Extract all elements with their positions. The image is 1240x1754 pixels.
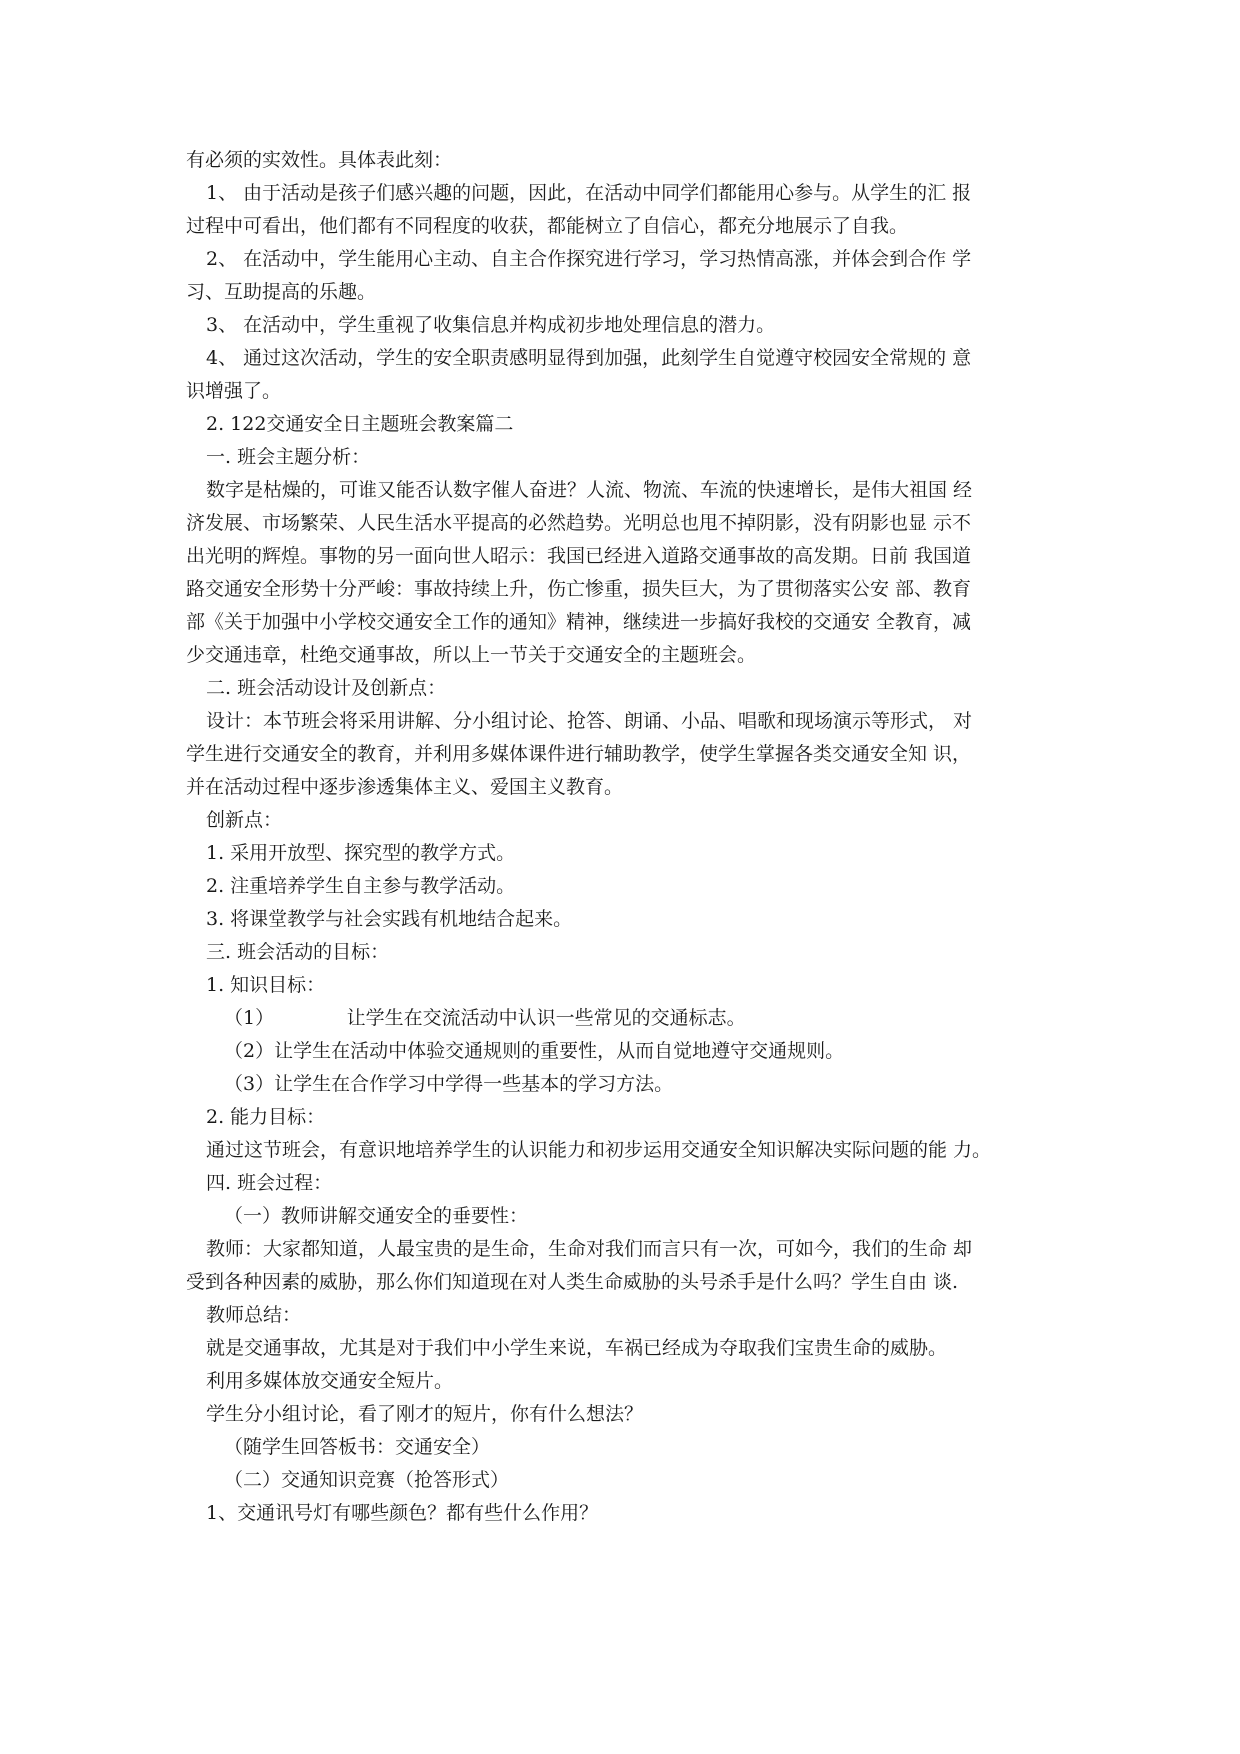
text-line: 1. 知识目标： xyxy=(206,974,326,996)
text-line: （一）教师讲解交通安全的垂要性： xyxy=(224,1205,529,1227)
text-line: 少交通违章，杜绝交通事故，所以上一节关于交通安全的主题班会。 xyxy=(186,644,757,666)
text-line: 利用多媒体放交通安全短片。 xyxy=(206,1370,454,1392)
text-line: 一. 班会主题分析： xyxy=(206,446,371,468)
text-line: 并在活动过程中逐步渗透集体主义、爱国主义教育。 xyxy=(186,776,624,798)
text-line: 教师总结： xyxy=(206,1304,302,1326)
text-line: 数字是枯燥的，可谁又能否认数字催人奋进？人流、物流、车流的快速增长，是伟大祖国 经 xyxy=(206,479,973,501)
text-line: 4、 通过这次活动，学生的安全职责感明显得到加强，此刻学生自觉遵守校园安全常规的 意 xyxy=(206,347,972,369)
text-line: 2. 能力目标： xyxy=(206,1106,326,1128)
text-line: 3、 在活动中，学生重视了收集信息并构成初步地处理信息的潜力。 xyxy=(206,314,776,336)
text-line: 学生进行交通安全的教育，并利用多媒体课件进行辅助教学，使学生掌握各类交通安全知 识， xyxy=(186,743,972,765)
text-line: 三. 班会活动的目标： xyxy=(206,941,390,963)
text-line: 就是交通事故，尤其是对于我们中小学生来说，车祸已经成为夺取我们宝贵生命的威胁。 xyxy=(206,1337,948,1359)
text-line: 1、交通讯号灯有哪些颜色？都有些什么作用？ xyxy=(206,1502,599,1524)
text-line: 部《关于加强中小学校交通安全工作的通知》精神，继续进一步搞好我校的交通安 全教育，减 xyxy=(186,611,972,633)
text-line: 设计：本节班会将采用讲解、分小组讨论、抢答、朗诵、小品、唱歌和现场演示等形式， 对 xyxy=(206,710,973,732)
text-line: 有必须的实效性。具体表此刻： xyxy=(186,149,453,171)
text-line: （3）让学生在合作学习中学得一些基本的学习方法。 xyxy=(224,1073,674,1095)
text-line: 学生分小组讨论，看了刚才的短片，你有什么想法？ xyxy=(206,1403,644,1425)
text-line: 济发展、市场繁荣、人民生活水平提高的必然趋势。光明总也甩不掉阴影，没有阴影也显 示不 xyxy=(186,512,972,534)
text-line: 2. 注重培养学生自主参与教学活动。 xyxy=(206,875,516,897)
text-line: 识增强了。 xyxy=(186,380,282,402)
text-line: 习、互助提高的乐趣。 xyxy=(186,281,377,303)
text-line: （二）交通知识竞赛（抢答形式） xyxy=(224,1469,510,1491)
text-line: 2. 122交通安全日主题班会教案篇二 xyxy=(206,413,514,435)
text-line: 3. 将课堂教学与社会实践有机地结合起来。 xyxy=(206,908,573,930)
document-page xyxy=(186,144,1066,1530)
text-line: 教师：大家都知道，人最宝贵的是生命，生命对我们而言只有一次，可如今，我们的生命 却 xyxy=(206,1238,973,1260)
text-line: 二. 班会活动设计及创新点： xyxy=(206,677,447,699)
text-line: 1. 采用开放型、探究型的教学方式。 xyxy=(206,842,516,864)
text-line: 通过这节班会，有意识地培养学生的认识能力和初步运用交通安全知识解决实际问题的能 力。 xyxy=(206,1139,992,1161)
text-line: （随学生回答板书：交通安全） xyxy=(224,1436,491,1458)
text-line: 2、 在活动中，学生能用心主动、自主合作探究进行学习，学习热情高涨，并体会到合作 学 xyxy=(206,248,972,270)
text-line: （1） 让学生在交流活动中认识一些常见的交通标志。 xyxy=(224,1007,746,1029)
text-line: 四. 班会过程： xyxy=(206,1172,333,1194)
text-line: 受到各种因素的威胁，那么你们知道现在对人类生命威胁的头号杀手是什么吗？学生自由 谈. xyxy=(186,1271,959,1293)
text-line: 出光明的辉煌。事物的另一面向世人昭示：我国已经进入道路交通事故的高发期。日前 我国道 xyxy=(186,545,972,567)
text-line: 1、 由于活动是孩子们感兴趣的问题，因此，在活动中同学们都能用心参与。从学生的汇 报 xyxy=(206,182,972,204)
text-line: 路交通安全形势十分严峻：事故持续上升，伤亡惨重，损失巨大，为了贯彻落实公安 部、教育 xyxy=(186,578,972,600)
text-line: （2）让学生在活动中体验交通规则的重要性，从而自觉地遵守交通规则。 xyxy=(224,1040,845,1062)
text-line: 创新点： xyxy=(206,809,283,831)
text-line: 过程中可看出，他们都有不同程度的收获，都能树立了自信心，都充分地展示了自我。 xyxy=(186,215,909,237)
